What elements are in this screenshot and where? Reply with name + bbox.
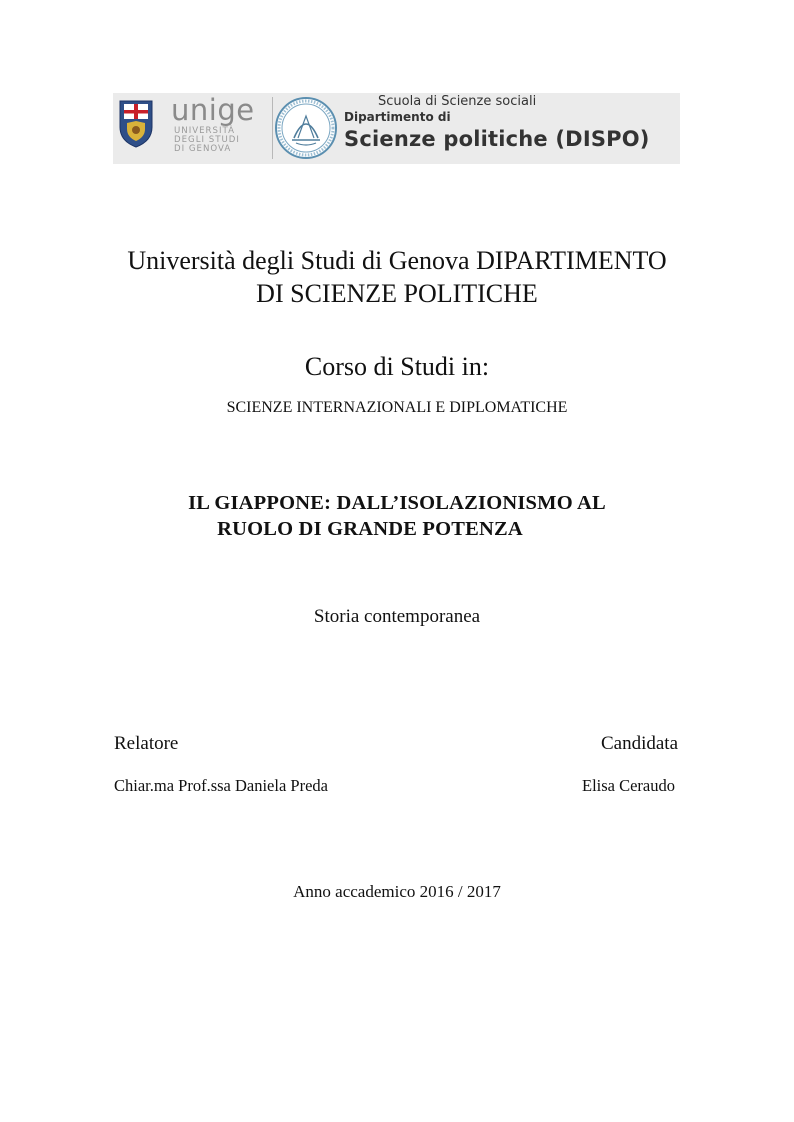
candidate-label: Candidata [600, 733, 678, 754]
unige-logo-subtitle [174, 127, 274, 154]
unige-sub-line-1: UNIVERSITÀ [174, 126, 235, 136]
banner-divider [272, 97, 273, 159]
supervisor-name: Chiar.ma Prof.ssa Daniela Preda [114, 776, 328, 795]
thesis-title-line-1: IL GIAPPONE: DALL’ISOLAZIONISMO AL [188, 492, 606, 514]
university-heading [100, 244, 694, 310]
school-name: Scuola di Scienze sociali [378, 94, 537, 109]
university-banner [113, 93, 680, 164]
university-line-1: Università degli Studi di Genova DIPARTIMENTO [127, 246, 667, 275]
university-line-2: DI SCIENZE POLITICHE [256, 279, 538, 308]
department-name: Scienze politiche (DISPO) [344, 127, 650, 151]
programme-name: SCIENZE INTERNAZIONALI E DIPLOMATICHE [226, 399, 568, 416]
supervisor-label: Relatore [114, 733, 179, 754]
unige-logo-word: unige [171, 93, 255, 127]
unige-sub-line-3: DI GENOVA [174, 144, 232, 154]
thesis-title [100, 490, 694, 542]
course-heading: Corso di Studi in: [304, 352, 490, 381]
academic-year: Anno accademico 2016 / 2017 [293, 882, 501, 901]
unige-sub-line-2: DEGLI STUDI [174, 135, 240, 145]
department-prefix: Dipartimento di [344, 110, 451, 124]
university-shield-icon [118, 99, 154, 149]
candidate-name: Elisa Ceraudo [581, 776, 675, 795]
thesis-title-line-2: RUOLO DI GRANDE POTENZA [217, 518, 523, 540]
thesis-subject: Storia contemporanea [313, 606, 481, 627]
department-seal-icon [274, 96, 338, 160]
